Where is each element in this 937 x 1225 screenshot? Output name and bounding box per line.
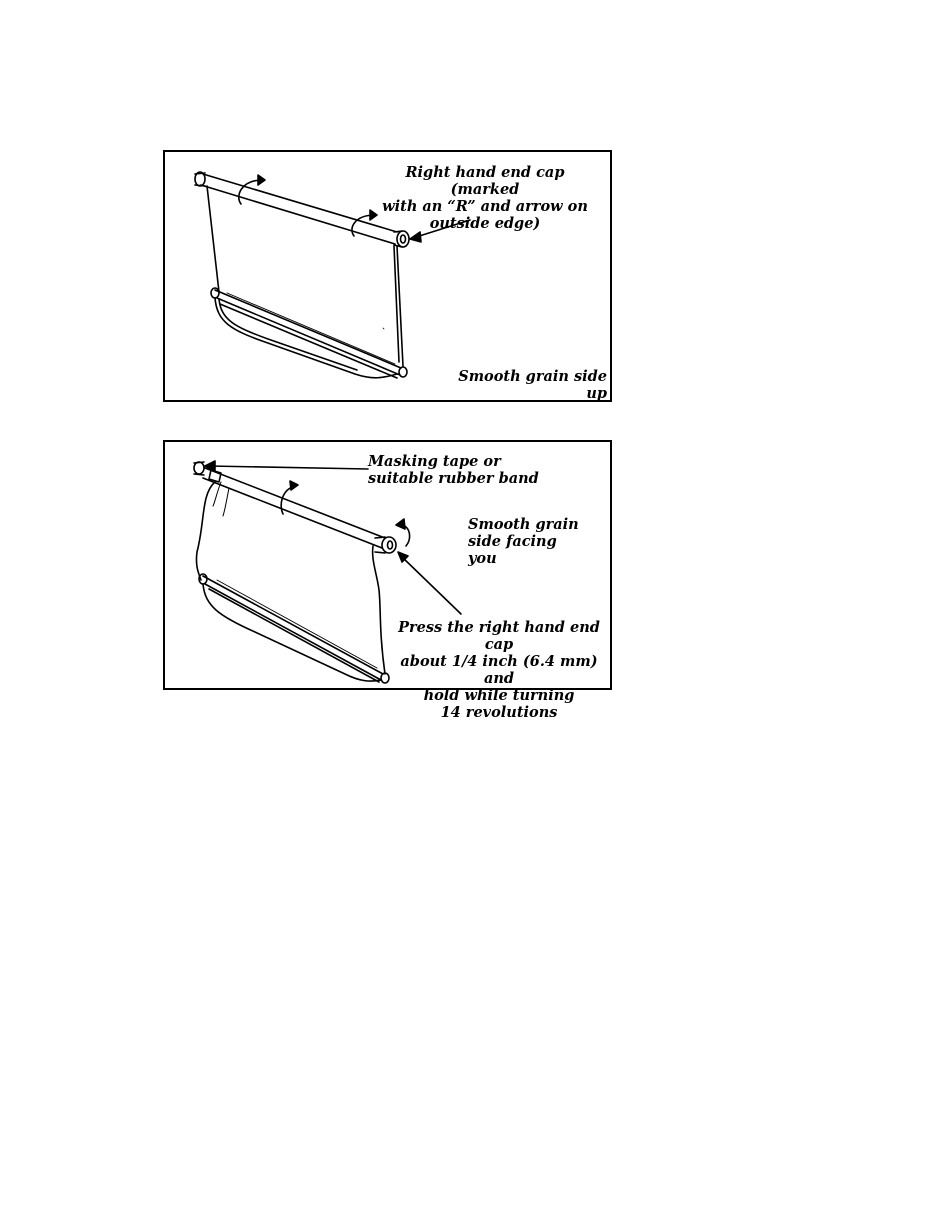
roller-tube <box>201 174 397 244</box>
left-end-cap <box>194 462 204 474</box>
roller-tube <box>203 468 385 548</box>
shade-left-edge <box>207 186 219 292</box>
grain-side-facing-label: Smooth grain side facing you <box>468 516 579 567</box>
shade-right-edge <box>373 546 385 674</box>
press-pointer <box>401 556 461 614</box>
press-end-cap-label: Press the right hand end cap about 1/4 inch (6.4 mm) and hold while turning 14 revolutions <box>398 619 600 721</box>
bottom-bar <box>203 576 383 682</box>
masking-tape-label: Masking tape or suitable rubber band <box>368 453 539 487</box>
right-end-cap <box>382 537 396 553</box>
end-cap-label: Right hand end cap (marked with an “R” and arrow on outside edge) <box>382 164 588 232</box>
shade-left-edge <box>196 482 215 580</box>
shade-right-edge <box>394 246 403 366</box>
bottom-loop <box>203 584 381 681</box>
figure-roller-shade-tensioning <box>163 440 612 721</box>
tape-pointer <box>209 466 368 469</box>
grain-side-up-label: Smooth grain side up <box>458 368 607 402</box>
figure-roller-shade-flat <box>163 150 612 402</box>
right-end-cap <box>397 231 409 247</box>
